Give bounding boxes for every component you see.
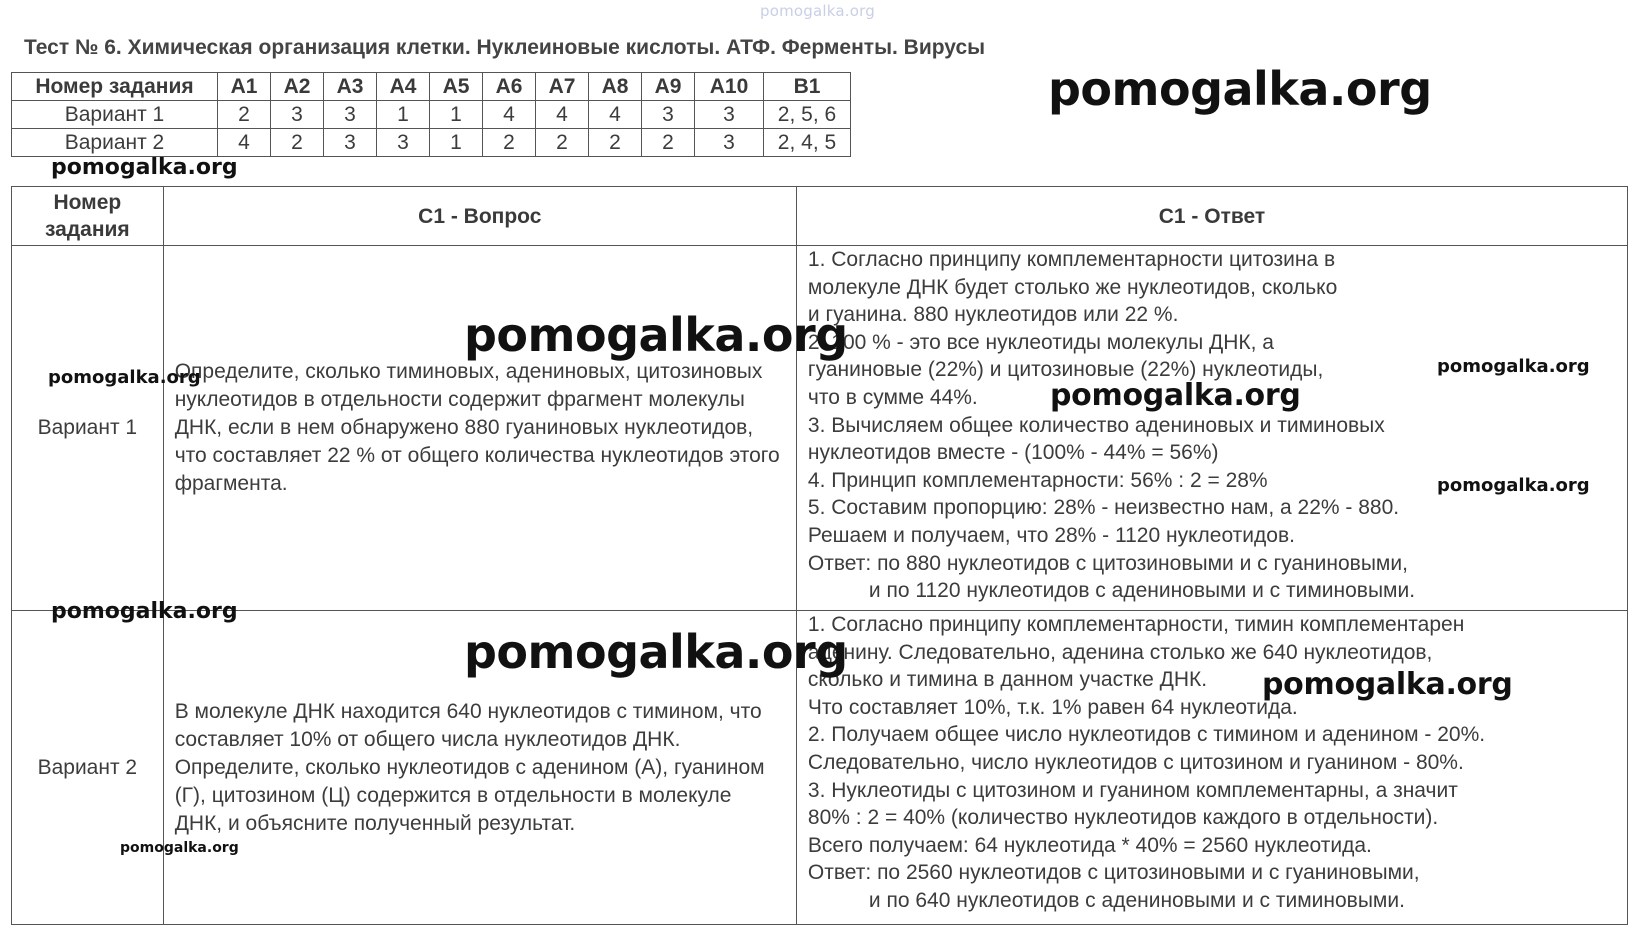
c1-answer-line: Ответ: по 2560 нуклеотидов с цитозиновыми и с гуаниновыми, [807, 861, 1420, 885]
answers-cell: 1 [430, 101, 483, 129]
c1-answer-line: Следовательно, число нуклеотидов с цитозином и гуанином - 80%. [807, 750, 1464, 774]
watermark: pomogalka.org [464, 308, 848, 362]
c1-answer-line: 3. Нуклеотиды с цитозином и гуанином комплементарны, а значит [807, 778, 1458, 802]
page-title: Тест № 6. Химическая организация клетки. Нуклеиновые кислоты. АТФ. Ферменты. Вирусы [24, 36, 986, 59]
answers-cell: 3 [324, 101, 377, 129]
watermark: pomogalka.org [464, 625, 848, 679]
answers-header-cell: А9 [642, 73, 695, 101]
c1-answer-line: Ответ: по 880 нуклеотидов с цитозиновыми и с гуаниновыми, [807, 551, 1408, 575]
c1-answer-line: 5. Составим пропорцию: 28% - неизвестно нам, а 22% - 880. [807, 496, 1400, 520]
c1-question-text: В молекуле ДНК находится 640 нуклеотидов с тимином, что составляет 10% от общего числа нуклеотидов ДНК. Определите, сколько нуклеотидов с аденином (А), гуанином (Г), цитозином (Ц) содержится в отдельности в молекуле ДНК, и объясните полученный результат. [163, 611, 796, 925]
watermark: pomogalka.org [1262, 667, 1513, 702]
c1-answer-cell [796, 246, 1627, 611]
answers-cell: 2 [589, 129, 642, 157]
answers-header-cell: В1 [764, 73, 851, 101]
c1-header-question: С1 - Вопрос [163, 187, 796, 246]
answers-cell: 4 [536, 101, 589, 129]
answers-header-cell: А7 [536, 73, 589, 101]
answers-header-cell: А10 [695, 73, 764, 101]
answers-cell: Вариант 2 [12, 129, 218, 157]
c1-answer-line: сколько и тимина в данном участке ДНК. [807, 668, 1208, 692]
top-watermark: pomogalka.org [760, 2, 875, 20]
c1-question-text: Определите, сколько тиминовых, адениновых, цитозиновых нуклеотидов в отдельности содержит фрагмент молекулы ДНК, если в нем обнаружено 880 гуаниновых нуклеотидов, что составляет 22 % от общего количества нуклеотидов этого фрагмента. [163, 246, 796, 611]
answers-row-variant-1 [12, 101, 851, 129]
answers-table [11, 72, 851, 157]
answers-header-cell: А6 [483, 73, 536, 101]
watermark: pomogalka.org [1048, 62, 1432, 116]
answers-cell: 2, 5, 6 [764, 101, 851, 129]
c1-answer-line: 2. Получаем общее число нуклеотидов с тимином и аденином - 20%. [807, 723, 1486, 747]
watermark: pomogalka.org [51, 599, 238, 624]
watermark: pomogalka.org [48, 367, 201, 388]
answers-cell: 2 [642, 129, 695, 157]
c1-row-variant-1 [12, 246, 1628, 611]
watermark: pomogalka.org [1437, 475, 1590, 496]
answers-cell: 2 [271, 129, 324, 157]
c1-answer-cell [796, 611, 1627, 925]
c1-answer-line: что в сумме 44%. [807, 385, 978, 409]
watermark: pomogalka.org [1437, 356, 1590, 377]
c1-answer-line: нуклеотидов вместе - (100% - 44% = 56%) [807, 441, 1219, 465]
answers-header-cell: А1 [218, 73, 271, 101]
c1-variant-label: Вариант 2 [12, 611, 164, 925]
answers-cell: 2 [536, 129, 589, 157]
c1-answer-line: аденину. Следовательно, аденина столько же 640 нуклеотидов, [807, 640, 1433, 664]
answers-header-cell: А8 [589, 73, 642, 101]
answers-header-cell: А3 [324, 73, 377, 101]
answers-cell: 3 [695, 101, 764, 129]
c1-answer-line: и по 1120 нуклеотидов с адениновыми и с тиминовыми. [868, 579, 1416, 603]
c1-header-answer: С1 - Ответ [796, 187, 1627, 246]
answers-header-cell: А5 [430, 73, 483, 101]
answers-cell: 1 [430, 129, 483, 157]
c1-answer-line: Решаем и получаем, что 28% - 1120 нуклеотидов. [807, 523, 1295, 547]
c1-answer-line: Что составляет 10%, т.к. 1% равен 64 нуклеотида. [807, 695, 1298, 719]
c1-answer-line: молекуле ДНК будет столько же нуклеотидов, сколько [807, 275, 1338, 299]
c1-answer-line: 4. Принцип комплементарности: 56% : 2 = 28% [807, 468, 1268, 492]
c1-table [11, 186, 1628, 925]
c1-variant-label: Вариант 1 [12, 246, 164, 611]
c1-header-number: Номер задания [12, 187, 164, 246]
c1-answer-line: 80% : 2 = 40% (количество нуклеотидов каждого в отдельности). [807, 806, 1439, 830]
answers-cell: Вариант 1 [12, 101, 218, 129]
c1-answer-line: и гуанина. 880 нуклеотидов или 22 %. [807, 303, 1179, 327]
answers-cell: 2 [218, 101, 271, 129]
answers-cell: 2, 4, 5 [764, 129, 851, 157]
answers-cell: 3 [695, 129, 764, 157]
c1-answer-line: 1. Согласно принципу комплементарности цитозина в [807, 248, 1336, 271]
watermark: pomogalka.org [120, 840, 239, 856]
answers-cell: 4 [483, 101, 536, 129]
answers-cell: 3 [271, 101, 324, 129]
c1-answer-line: 2. 100 % - это все нуклеотиды молекулы ДНК, а [807, 330, 1274, 354]
answers-header-cell: А2 [271, 73, 324, 101]
c1-answer-line: гуаниновые (22%) и цитозиновые (22%) нуклеотиды, [807, 358, 1324, 382]
answers-header-cell: Номер задания [12, 73, 218, 101]
answers-row-variant-2 [12, 129, 851, 157]
answers-cell: 3 [642, 101, 695, 129]
watermark: pomogalka.org [1050, 378, 1301, 413]
c1-answer-line: 1. Согласно принципу комплементарности, тимин комплементарен [807, 613, 1465, 636]
watermark: pomogalka.org [51, 155, 238, 180]
c1-header-row [12, 187, 1628, 246]
c1-answer-line: 3. Вычисляем общее количество адениновых и тиминовых [807, 413, 1385, 437]
answers-cell: 3 [377, 129, 430, 157]
answers-cell: 4 [218, 129, 271, 157]
answers-cell: 1 [377, 101, 430, 129]
answers-header-row [12, 73, 851, 101]
answers-cell: 2 [483, 129, 536, 157]
c1-answer-line: и по 640 нуклеотидов с адениновыми и с тиминовыми. [868, 888, 1405, 912]
c1-answer-line: Всего получаем: 64 нуклеотида * 40% = 2560 нуклеотида. [807, 833, 1372, 857]
answers-cell: 3 [324, 129, 377, 157]
answers-header-cell: А4 [377, 73, 430, 101]
answers-cell: 4 [589, 101, 642, 129]
